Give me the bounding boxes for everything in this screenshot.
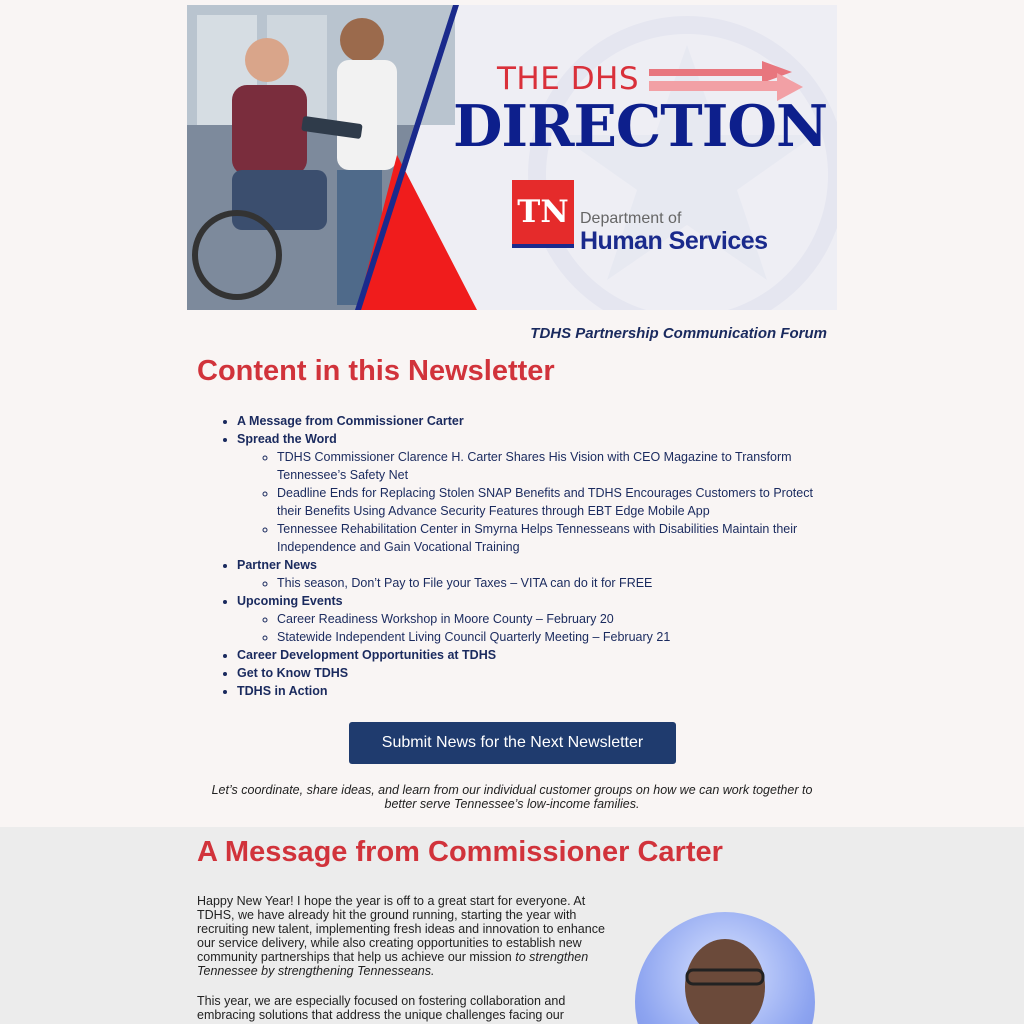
toc-item-label[interactable]: Spread the Word (237, 432, 337, 446)
toc-subitem[interactable]: ◦ Career Readiness Workshop in Moore County – February 20 (277, 610, 817, 628)
toc-item[interactable] (237, 430, 817, 556)
toc-item-label[interactable]: Partner News (237, 558, 317, 572)
toc-item[interactable] (237, 556, 817, 592)
toc-item[interactable] (237, 592, 817, 646)
toc-subitem[interactable]: ◦ Deadline Ends for Replacing Stolen SNAP Benefits and TDHS Encourages Customers to Protect their Benefits Using Advance Security Features through EBT Edge Mobile App (277, 484, 817, 520)
toc-item-label[interactable]: Career Development Opportunities at TDHS (237, 648, 497, 662)
toc-item-label[interactable]: Get to Know TDHS (237, 666, 349, 680)
toc-item-label[interactable]: TDHS in Action (237, 684, 328, 698)
toc-sublist (277, 610, 817, 646)
toc-item-label[interactable]: A Message from Commissioner Carter (237, 414, 464, 428)
toc-subitem[interactable]: ◦ Statewide Independent Living Council Quarterly Meeting – February 21 (277, 628, 817, 646)
forum-label: TDHS Partnership Communication Forum (530, 325, 827, 342)
toc-list (237, 412, 817, 700)
banner-title-line2: DIRECTION (453, 93, 828, 160)
message-p1-italic: to strengthen Tennessee by strengthening Tennesseans. (197, 950, 589, 978)
toc-subitem[interactable]: ◦ Tennessee Rehabilitation Center in Smyrna Helps Tennesseans with Disabilities Maintain their Independence and Gain Vocational Training (277, 520, 817, 556)
tagline: Let’s coordinate, share ideas, and learn from our individual customer groups on how we can work together to better serve Tennessee’s low-income families. (211, 783, 813, 811)
banner-title-line1: THE DHS (497, 61, 640, 97)
toc-subitem[interactable]: ◦ This season, Don’t Pay to File your Taxes – VITA can do it for FREE (277, 574, 817, 592)
toc-item[interactable] (237, 412, 817, 430)
toc-item[interactable] (237, 664, 817, 682)
tn-logo: TN (512, 180, 574, 248)
toc-item-label[interactable]: Upcoming Events (237, 594, 343, 608)
toc-subitem[interactable]: ◦ TDHS Commissioner Clarence H. Carter Shares His Vision with CEO Magazine to Transform Tennessee’s Safety Net (277, 448, 817, 484)
toc-sublist (277, 448, 817, 556)
dept-line2: Human Services (580, 227, 768, 255)
header-banner (187, 5, 837, 310)
toc-item[interactable] (237, 682, 817, 700)
toc-item[interactable] (237, 646, 817, 664)
submit-news-button[interactable]: Submit News for the Next Newsletter (349, 722, 676, 764)
dept-line1: Department of (580, 210, 682, 227)
message-paragraph-1 (197, 894, 615, 978)
message-p1-text: Happy New Year! I hope the year is off to a great start for everyone. At TDHS, we have already hit the ground running, starting the year with recruiting new talent, implementing fresh ideas and innovation to enhance our service delivery, while also creating opportunities to establish new community partnerships that help us achieve our mission (197, 894, 605, 964)
message-paragraph-2: This year, we are especially focused on fostering collaboration and embracing solutions that address the unique challenges facing our (197, 994, 566, 1022)
toc-heading: Content in this Newsletter (197, 355, 555, 387)
message-heading: A Message from Commissioner Carter (197, 836, 723, 868)
toc-sublist (277, 574, 817, 592)
